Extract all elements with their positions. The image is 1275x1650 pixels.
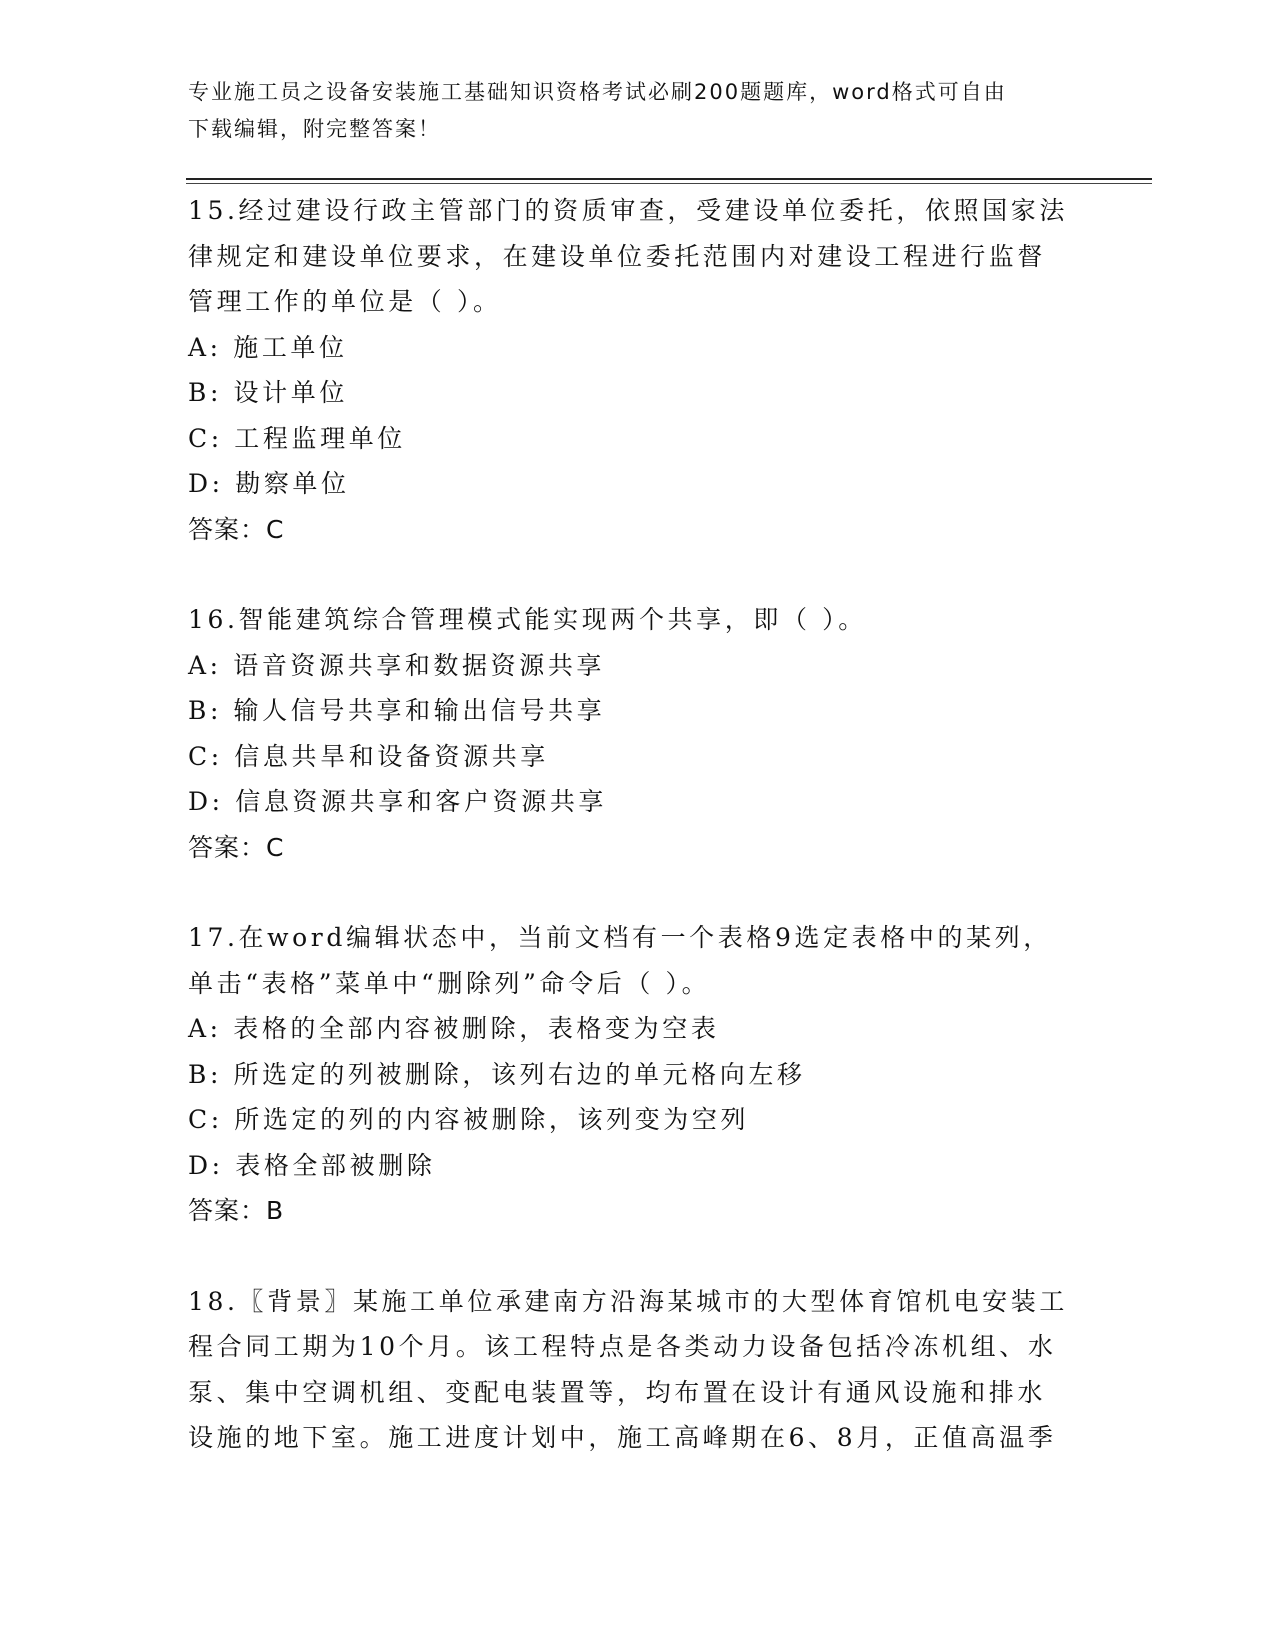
question-stem-line: 15.经过建设行政主管部门的资质审查，受建设单位委托，依照国家法 [188, 196, 1068, 225]
option-c: C: 所选定的列的内容被删除，该列变为空列 [188, 1105, 750, 1134]
question-18 [188, 1279, 1088, 1461]
question-stem-line: 程合同工期为10个月。该工程特点是各类动力设备包括冷冻机组、水 [188, 1332, 1057, 1361]
option-d: D: 勘察单位 [188, 469, 350, 498]
question-stem-line: 单击“表格”菜单中“删除列”命令后（ ）。 [188, 968, 711, 998]
option-a: A: 语音资源共享和数据资源共享 [188, 650, 606, 680]
question-17 [188, 915, 1088, 1234]
question-spacer [188, 1234, 1088, 1279]
answer: 答案：C [188, 514, 285, 544]
question-stem-line: 设施的地下室。施工进度计划中，施工高峰期在6、8月，正值高温季 [188, 1423, 1057, 1452]
option-c: C: 工程监理单位 [188, 423, 406, 453]
question-stem-line: 17.在word编辑状态中，当前文档有一个表格9选定表格中的某列， [188, 923, 1052, 952]
question-15 [188, 188, 1088, 552]
option-a: A: 施工单位 [188, 332, 348, 362]
header-line-1: 专业施工员之设备安装施工基础知识资格考试必刷200题题库，word格式可自由 [188, 80, 1007, 104]
question-spacer [188, 552, 1088, 597]
question-stem-line: 泵、集中空调机组、变配电装置等，均布置在设计有通风设施和排水 [188, 1377, 1047, 1407]
option-b: B: 所选定的列被删除，该列右边的单元格向左移 [188, 1059, 806, 1089]
question-16 [188, 597, 1088, 870]
header-rule-thick [186, 178, 1152, 180]
document-body [188, 188, 1088, 1461]
option-d: D: 表格全部被删除 [188, 1150, 436, 1180]
option-b: B: 输人信号共享和输出信号共享 [188, 696, 606, 725]
option-d: D: 信息资源共享和客户资源共享 [188, 787, 608, 816]
document-header [188, 74, 1068, 148]
question-spacer [188, 870, 1088, 915]
answer: 答案：C [188, 832, 285, 862]
question-stem-line: 管理工作的单位是（ ）。 [188, 287, 502, 316]
answer: 答案：B [188, 1196, 285, 1225]
option-b: B: 设计单位 [188, 378, 348, 407]
header-rule-thin [186, 183, 1152, 184]
question-stem-line: 律规定和建设单位要求，在建设单位委托范围内对建设工程进行监督 [188, 241, 1047, 271]
question-stem-line: 16.智能建筑综合管理模式能实现两个共享，即（ ）。 [188, 605, 867, 634]
question-stem-line: 18.〖背景〗某施工单位承建南方沿海某城市的大型体育馆机电安装工 [188, 1286, 1068, 1316]
header-line-2: 下载编辑，附完整答案！ [188, 117, 441, 141]
option-c: C: 信息共旱和设备资源共享 [188, 741, 549, 771]
option-a: A: 表格的全部内容被删除，表格变为空表 [188, 1014, 720, 1043]
